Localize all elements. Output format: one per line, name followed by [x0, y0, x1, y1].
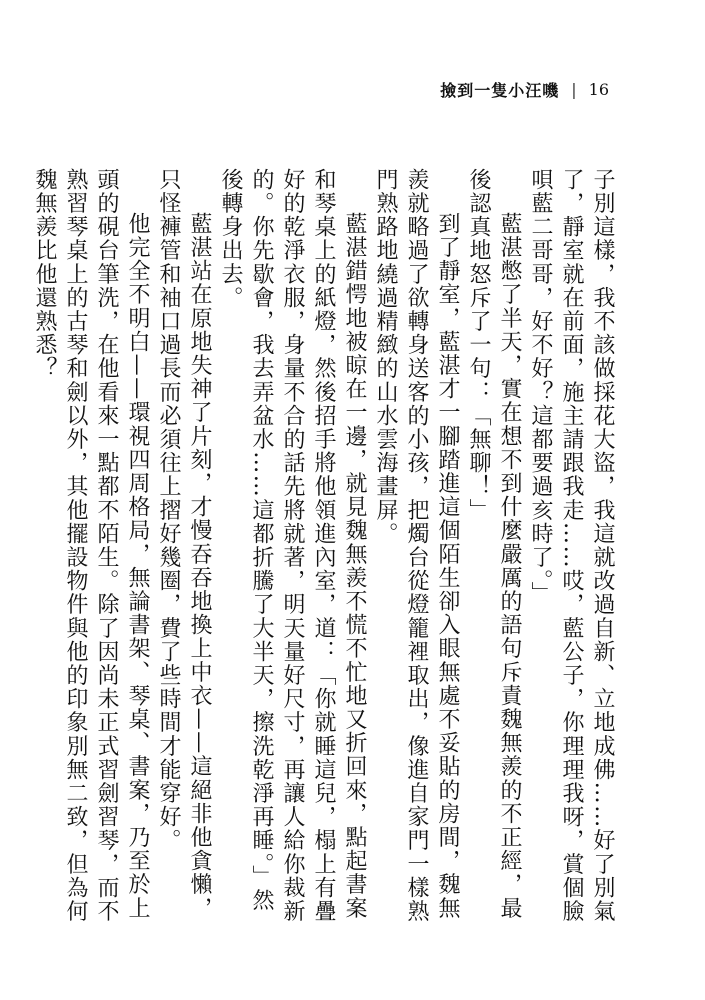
paragraph-1: 子別這樣，我不該做採花大盜，我這就改過自新、立地成佛……好了別氣了，靜室就在前面，施主請跟我走……哎，藍公子，你理理我呀，賞個臉唄藍二哥哥，好不好？這都要過亥時了。」 — [528, 168, 615, 924]
running-header — [440, 78, 609, 101]
paragraph-5: 藍湛站在原地失神了片刻，才慢吞吞地換上中衣——這絕非他貪懶，只怪褲管和袖口過長而必須往上摺好幾圈，費了些時間才能穿好。 — [156, 168, 212, 920]
header-separator: | — [571, 80, 577, 99]
paragraph-4: 藍湛錯愕地被晾在一邊，就見魏無羨不慌不忙地又折回來，點起書案和琴桌上的紙燈，然後招手將他領進內室，道：「你就睡這兒，榻上有疊好的乾淨衣服，身量不合的話先將就著，明天量好尺寸，再讓人給你裁新的。你先歇會，我去弄盆水……這都折騰了大半天，擦洗乾淨再睡。」然後轉身出去。 — [218, 168, 367, 924]
paragraph-6: 他完全不明白——環視四周格局，無論書架、琴桌、書案，乃至於上頭的硯台筆洗，在他看來一點都不陌生。除了因尚未正式習劍習琴，而不熟習琴桌上的古琴和劍以外，其他擺設物件與他的印象別無二致，但為何魏無羨比他還熟悉？ — [32, 168, 150, 924]
page-number: 16 — [588, 80, 609, 99]
book-title: 撿到一隻小汪嘰 — [440, 81, 560, 100]
vertical-body-text — [32, 168, 618, 928]
paragraph-2: 藍湛憋了半天，實在想不到什麼嚴厲的語句斥責魏無羨的不正經，最後認真地怒斥了一句：「無聊！」 — [466, 168, 522, 920]
paragraph-3: 到了靜室，藍湛才一腳踏進這個陌生卻入眼無處不妥貼的房間，魏無羨就略過了欲轉身送客的小孩，把燭台從燈籠裡取出，像進自家門一樣熟門熟路地繞過精緻的山水雲海畫屏。 — [373, 168, 460, 924]
